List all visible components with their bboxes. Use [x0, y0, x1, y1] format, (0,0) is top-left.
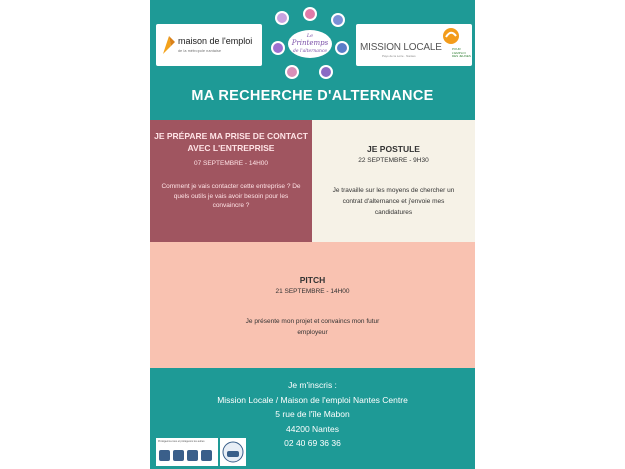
svg-text:Le: Le — [306, 33, 314, 39]
mission-locale-title: MISSION LOCALE — [360, 42, 442, 53]
wash-hands-icon — [159, 450, 170, 461]
mask-icon — [220, 438, 246, 466]
contact-city: 44200 Nantes — [286, 423, 339, 434]
mission-locale-swirl-icon — [442, 27, 460, 45]
session-description: Je présente mon projet et convaincs mon futur employeur — [245, 318, 380, 336]
session-block-postule — [312, 120, 475, 242]
contact-intro: Je m'inscris : — [288, 380, 337, 390]
mission-locale-subtitle: Pays de la Loire · Nantes — [382, 54, 416, 58]
session-description: Je travaille sur les moyens de chercher un contrat d'alternance et j'envoie mes candidatures — [332, 187, 455, 216]
contact-phone: 02 40 69 36 36 — [284, 438, 341, 448]
session-title: JE POSTULE — [367, 144, 420, 154]
session-date: 21 SEPTEMBRE - 14H00 — [275, 288, 350, 295]
maison-emploi-mark-icon — [162, 34, 176, 56]
session-title: JE PRÉPARE MA PRISE DE CONTACT AVEC L'ENTREPRISE — [154, 131, 308, 153]
session-title: PITCH — [299, 275, 326, 285]
contact-organization: Mission Locale / Maison de l'emploi Nantes Centre — [217, 394, 408, 405]
health-guidelines-text: Protégeons-nous et protégeons les autres — [158, 440, 205, 443]
maison-emploi-subtitle: de la métropole nantaise — [178, 49, 222, 53]
printemps-alternance-graphic — [268, 4, 352, 82]
mask-required-badge — [220, 438, 246, 466]
session-date: 22 SEPTEMBRE - 9H30 — [358, 157, 429, 164]
page-title: MA RECHERCHE D'ALTERNANCE — [191, 88, 434, 104]
session-block-pitch — [150, 242, 475, 368]
cough-elbow-icon — [173, 450, 184, 461]
contact-street: 5 rue de l'île Mabon — [275, 409, 350, 419]
mission-locale-logo — [356, 24, 472, 66]
tissue-icon — [187, 450, 198, 461]
session-description: Comment je vais contacter cette entreprise ? De quels outils je vais avoir besoin pour les convaincre ? — [161, 183, 301, 209]
mission-locale-tagline: POUR L'EMPLOI DES JEUNES — [452, 47, 471, 58]
poster — [150, 0, 475, 469]
session-block-contact — [150, 120, 312, 242]
maison-emploi-logo — [156, 24, 262, 66]
health-guidelines-badge — [156, 438, 218, 466]
no-handshake-icon — [201, 450, 212, 461]
maison-emploi-title: maison de l'emploi — [178, 36, 253, 46]
svg-text:de l'alternance: de l'alternance — [292, 49, 328, 54]
svg-text:Printemps: Printemps — [291, 39, 329, 47]
session-date: 07 SEPTEMBRE - 14H00 — [193, 160, 269, 167]
